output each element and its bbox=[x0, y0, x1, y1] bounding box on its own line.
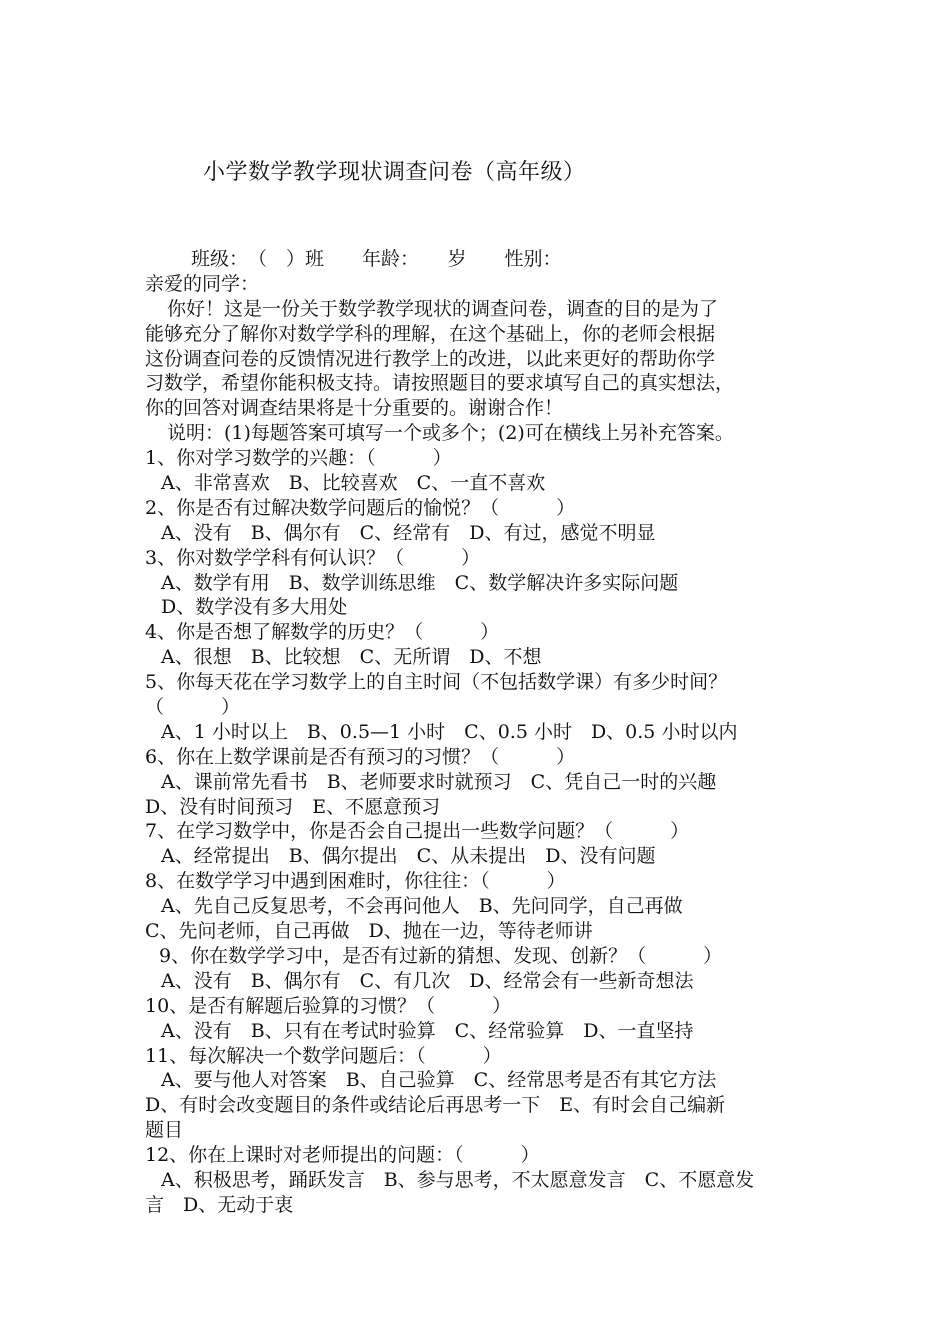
question-9-options: A、没有 B、偶尔有 C、有几次 D、经常会有一些新奇想法 bbox=[161, 969, 694, 992]
question-6-options: D、没有时间预习 E、不愿意预习 bbox=[145, 795, 441, 818]
question-5-options: （ ） bbox=[145, 696, 241, 719]
question-7: 7、在学习数学中，你是否会自己提出一些数学问题？（ ） bbox=[145, 820, 690, 843]
question-1: 1、你对学习数学的兴趣：（ ） bbox=[145, 447, 452, 470]
question-8-options: C、先问老师，自己再做 D、抛在一边，等待老师讲 bbox=[145, 920, 593, 943]
intro-line: 能够充分了解你对数学学科的理解，在这个基础上，你的老师会根据 bbox=[145, 322, 716, 345]
question-6: 6、你在上数学课前是否有预习的习惯？（ ） bbox=[145, 745, 576, 768]
intro-line: 这份调查问卷的反馈情况进行教学上的改进，以此来更好的帮助你学 bbox=[145, 347, 716, 370]
question-3: 3、你对数学学科有何认识？（ ） bbox=[145, 546, 481, 569]
instructions: 说明：(1)每题答案可填写一个或多个；(2)可在横线上另补充答案。 bbox=[167, 422, 734, 445]
question-8: 8、在数学学习中遇到困难时，你往往：（ ） bbox=[145, 870, 566, 893]
question-12-options: 言 D、无动于衷 bbox=[145, 1193, 294, 1216]
question-3-options: D、数学没有多大用处 bbox=[161, 596, 348, 619]
question-11-options: A、要与他人对答案 B、自己验算 C、经常思考是否有其它方法 bbox=[161, 1069, 717, 1092]
greeting: 亲爱的同学： bbox=[145, 272, 260, 295]
question-7-options: A、经常提出 B、偶尔提出 C、从未提出 D、没有问题 bbox=[161, 845, 656, 868]
intro-line: 你的回答对调查结果将是十分重要的。谢谢合作！ bbox=[145, 397, 564, 420]
question-11-options: 题目 bbox=[145, 1119, 184, 1142]
question-3-options: A、数学有用 B、数学训练思维 C、数学解决许多实际问题 bbox=[161, 571, 679, 594]
question-1-options: A、非常喜欢 B、比较喜欢 C、一直不喜欢 bbox=[161, 472, 546, 495]
document-body bbox=[145, 247, 825, 1218]
question-12-options: A、积极思考，踊跃发言 B、参与思考，不太愿意发言 C、不愿意发 bbox=[161, 1168, 755, 1191]
question-5: 5、你每天花在学习数学上的自主时间（不包括数学课）有多少时间？ bbox=[145, 671, 728, 694]
question-10: 10、是否有解题后验算的习惯？（ ） bbox=[145, 994, 512, 1017]
intro-line: 你好！这是一份关于数学教学现状的调查问卷，调查的目的是为了 bbox=[167, 297, 719, 320]
question-11-options: D、有时会改变题目的条件或结论后再思考一下 E、有时会自己编新 bbox=[145, 1094, 726, 1117]
question-4: 4、你是否想了解数学的历史？（ ） bbox=[145, 621, 500, 644]
intro-line: 习数学，希望你能积极支持。请按照题目的要求填写自己的真实想法， bbox=[145, 372, 735, 395]
question-2: 2、你是否有过解决数学问题后的愉悦？（ ） bbox=[145, 496, 576, 519]
question-11: 11、每次解决一个数学问题后：（ ） bbox=[145, 1044, 502, 1067]
question-2-options: A、没有 B、偶尔有 C、经常有 D、有过，感觉不明显 bbox=[161, 521, 656, 544]
student-info-line: 班级： （ ）班 年龄： 岁 性别： bbox=[191, 248, 562, 270]
question-10-options: A、没有 B、只有在考试时验算 C、经常验算 D、一直坚持 bbox=[161, 1019, 694, 1042]
question-list bbox=[145, 446, 825, 1218]
question-5-options: A、1 小时以上 B、0.5—1 小时 C、0.5 小时 D、0.5 小时以内 bbox=[161, 720, 738, 743]
question-9: 9、你在数学学习中，是否有过新的猜想、发现、创新？（ ） bbox=[159, 944, 723, 967]
question-6-options: A、课前常先看书 B、老师要求时就预习 C、凭自己一时的兴趣 bbox=[161, 770, 717, 793]
question-8-options: A、先自己反复思考，不会再问他人 B、先问同学，自己再做 bbox=[161, 895, 683, 918]
question-4-options: A、很想 B、比较想 C、无所谓 D、不想 bbox=[161, 646, 542, 669]
question-12: 12、你在上课时对老师提出的问题：（ ） bbox=[145, 1144, 540, 1167]
document-title: 小学数学教学现状调查问卷（高年级） bbox=[203, 160, 586, 185]
